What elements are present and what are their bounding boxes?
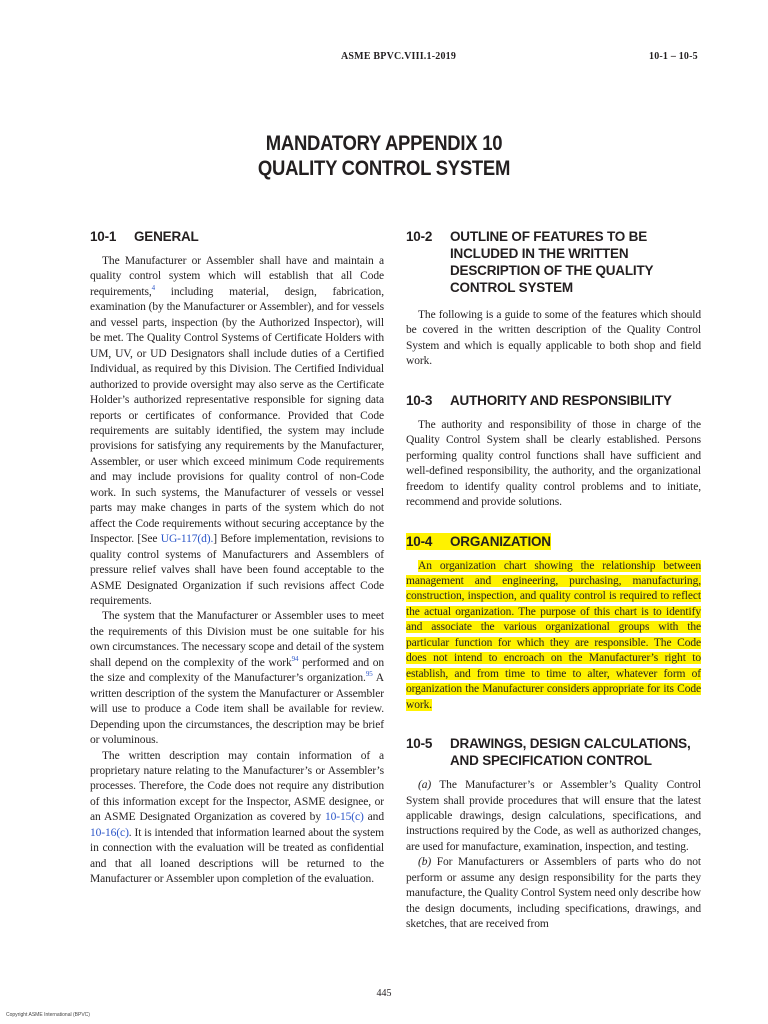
page-number: 445: [376, 988, 392, 999]
cross-reference-link[interactable]: 10-16(c): [90, 826, 129, 839]
paragraph: The system that the Manufacturer or Assembler uses to meet the requirements of this Division must be one suitable for his own circumstances. The necessary scope and detail of the system shall depend on the complexity of the work$^{94}$ performed and on the size and complexity of the Manufacturer’s organization.$^{95}$ A written description of the system the Manufacturer or Assembler will use to produce a Code item shall be available for review. Depending upon the circumstances, the description may be brief or voluminous.: [90, 610, 385, 747]
section-number: 10-1: [90, 229, 117, 244]
paragraph: (b) For Manufacturers or Assemblers of parts who do not perform or assume any design responsibility for the parts they manufacture, the Quality Control System need only describe how the design documents, including specifications, drawings, and sketches, that are received from: [406, 856, 701, 931]
footnote-ref[interactable]: 4: [151, 284, 156, 293]
section-heading-10-2: [406, 228, 701, 296]
section-title: AUTHORITY AND RESPONSIBILITY: [450, 392, 672, 408]
cross-reference-link[interactable]: 10-15(c): [324, 811, 364, 824]
section-heading-10-5: [406, 735, 701, 769]
running-header-range: 10-1 – 10-5: [649, 51, 698, 62]
section-number: 10-4: [406, 533, 433, 549]
section-number: 10-3: [406, 392, 433, 408]
section-heading-10-1: [90, 228, 384, 245]
highlighted-text: An organization chart showing the relationship between management and engineering, purchasing, manufacturing, construction, inspection, and quality control is required to reflect the actual organization. The purpose of this chart is to identify and associate the various organizational groups with the particular function for which they are responsible. The Code does not intend to encroach on the Manufacturer’s right to establish, and from time to time to alter, whatever form of organization the Manufacturer considers appropriate for its Code work.: [406, 559, 701, 711]
highlight: [406, 533, 551, 550]
section-heading-10-4: [406, 533, 701, 550]
section-heading-10-3: [406, 392, 701, 409]
footnote-ref[interactable]: 94: [291, 654, 299, 663]
paragraph: The following is a guide to some of the features which should be covered in the written description of the Quality Control System and which is equally applicable to both shop and field work.: [406, 309, 701, 368]
section-title: GENERAL: [134, 229, 199, 244]
paragraph: [406, 559, 701, 714]
left-column: [90, 228, 384, 888]
section-number: 10-5: [406, 736, 433, 752]
cross-reference-link[interactable]: UG-117(d).: [160, 533, 214, 546]
appendix-title: MANDATORY APPENDIX 10: [265, 132, 503, 155]
section-title: OUTLINE OF FEATURES TO BE INCLUDED IN THE WRITTEN DESCRIPTION OF THE QUALITY CONTROL SYSTEM: [450, 229, 654, 295]
paragraph: The authority and responsibility of those in charge of the Quality Control System shall be clearly established. Persons performing quality control functions shall have sufficient and well-defined responsibility, the authority, and the organizational freedom to identify quality control problems and to initiate, recommend and provide solutions.: [406, 418, 701, 509]
footnote-ref[interactable]: 95: [365, 670, 373, 679]
paragraph: The Manufacturer or Assembler shall have and maintain a quality control system which will establish that all Code requirements,$^4$ including material, design, fabrication, examination (by the Manufacturer or Assembler), and for vessels and vessel parts, inspection (by the Authorized Inspector), will be met. The Quality Control Systems of Certificate Holders with UM, UV, or UD Designators shall include duties of a Certified Individual, as required by this Division. The Certified Individual authorized to provide oversight may also serve as the Certificate Holder’s authorized representative responsible for signing data reports or certificates of conformance. Provided that Code requirements are suitably identified, the system may include provisions for satisfying any requirements by the Manufacturer, Assembler, or user which exceed minimum Code requirements and may include provisions for quality control of non-Code work. In such systems, the Manufacturer of vessels or vessel parts may make changes in parts of the system which do not affect the Code requirements without securing acceptance by the Inspector. [See UG-117(d).] Before implementation, revisions to quality control systems of Manufacturers and Assemblers of pressure relief valves shall have been found acceptable to the ASME Designated Organization if such revisions affect Code requirements.: [90, 255, 384, 607]
copyright-notice: Copyright ASME International (BPVC): [6, 1012, 90, 1018]
section-number: 10-2: [406, 229, 433, 244]
running-header-code: ASME BPVC.VIII.1-2019: [341, 51, 457, 62]
paragraph: The written description may contain information of a proprietary nature relating to the Manufacturer’s or Assembler’s processes. Therefore, the Code does not require any distribution of this information except for the Inspector, ASME designee, or an ASME Designated Organization as covered by 10-15(c) and 10-16(c). It is intended that information learned about the system in connection with the evaluation will be treated as confidential and that all loaned descriptions will be returned to the Manufacturer or Assembler upon completion of the evaluation.: [90, 749, 384, 886]
section-title: ORGANIZATION: [450, 533, 551, 549]
section-title: DRAWINGS, DESIGN CALCULATIONS, AND SPECIFICATION CONTROL: [450, 736, 691, 769]
right-column: [406, 228, 701, 933]
paragraph: (a) The Manufacturer’s or Assembler’s Quality Control System shall provide procedures that will ensure that the latest applicable drawings, design calculations, specifications, and instructions required by the Code, as well as authorized changes, are used for manufacture, examination, inspection, and testing.: [406, 779, 701, 853]
appendix-subtitle: QUALITY CONTROL SYSTEM: [257, 157, 511, 180]
